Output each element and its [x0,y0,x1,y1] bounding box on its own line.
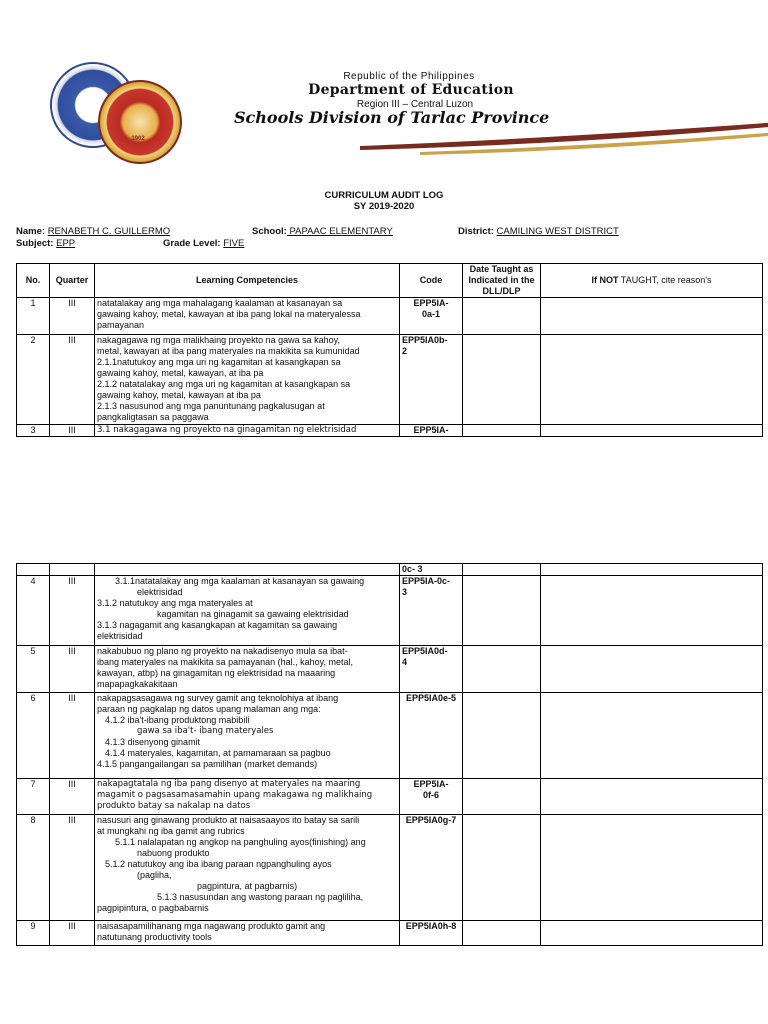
row-competency: nakapagsasagawa ng survey gamit ang teknolohiya at ibang paraan ng pagkalap ng datos upang malaman ang mga: 4.1.2 iba't-ibang produktong mabibili gawa sa iba't- ibang materyales 4.1.3 disenyong ginamit 4.1.4 materyales, kagamitan, at pamamaraan sa pagbuo 4.1.5 pangangailangan sa pamilihan (market demands) [95,693,400,779]
row-competency: 3.1 nakagagawa ng proyekto na ginagamitan ng elektrisidad [95,425,400,437]
row-no: 6 [17,693,50,779]
table-row [17,646,763,693]
row-reason [541,576,763,646]
row-no: 4 [17,576,50,646]
table-row [17,298,763,335]
table-row [17,564,763,576]
row-code: 0c- 3 [400,564,463,576]
header-code: Code [400,264,463,298]
header-date-taught: Date Taught as Indicated in the DLL/DLP [463,264,541,298]
row-quarter: III [50,921,95,946]
header-no: No. [17,264,50,298]
header-competencies: Learning Competencies [95,264,400,298]
row-quarter: III [50,576,95,646]
republic-line: Republic of the Philippines [343,71,475,82]
row-quarter: III [50,646,95,693]
row-reason [541,646,763,693]
row-date-taught [463,425,541,437]
name-field: Name: RENABETH C. GUILLERMO [16,226,171,237]
row-competency: naisasapamilihanang mga nagawang produkto gamit ang natutunang productivity tools [95,921,400,946]
table-header-row [17,264,763,298]
row-no: 3 [17,425,50,437]
row-competency: nakabubuo ng plano ng proyekto na nakadisenyo mula sa ibat- ibang materyales na makikita sa pamayanan (hal., kahoy, metal, kawayan, atbp) na ginagamitan ng elektrisidad na maaaring mapapagkakakitaan [95,646,400,693]
header-not-taught: If NOT TAUGHT, cite reason's [541,264,763,298]
row-code: EPP5IA0d- 4 [400,646,463,693]
row-date-taught [463,646,541,693]
audit-table-1 [16,263,763,437]
row-competency: nasusuri ang ginawang produkto at naisasaayos ito batay sa sarili at mungkahi ng iba gamit ang rubrics 5.1.1 nalalapatan ng angkop na panghuling ayos(finishing) ang nabuong produkto 5.1.2 natutukoy ang iba ibang paraan ngpanghuling ayos (pagliha, pagpintura, at pagbarnis) 5.1.3 nasusundan ang wastong paraan ng pagliliha, pagpipintura, o pagbabarnis [95,815,400,921]
row-competency: nakagagawa ng mga malikhaing proyekto na gawa sa kahoy, metal, kawayan at iba pang materyales na makikita sa kumunidad 2.1.1natutukoy ang mga uri ng kagamitan at kasangkapan sa gawaing kahoy, metal, kawayan, at iba pa 2.1.2 natatalakay ang mga uri ng kagamitan at kasangkapan sa gawaing kahoy, metal, kawayan at iba pa 2.1.3 nasusunod ang mga panuntunang pagkalusugan at pangkaligtasan sa paggawa [95,335,400,425]
row-quarter: III [50,779,95,815]
row-quarter: III [50,815,95,921]
audit-table-2 [16,563,763,946]
letterhead-swoosh [360,118,768,158]
row-code: EPP5IA- 0f-6 [400,779,463,815]
table-row [17,779,763,815]
district-field: District: CAMILING WEST DISTRICT [458,226,619,237]
seal-year: 1902 [131,136,145,142]
school-year: SY 2019-2020 [353,201,415,212]
header-quarter: Quarter [50,264,95,298]
row-code: EPP5IA- 0a-1 [400,298,463,335]
table-row [17,693,763,779]
grade-field: Grade Level: FIVE [163,238,245,249]
table-row [17,576,763,646]
row-no: 9 [17,921,50,946]
row-competency: nakapagtatala ng iba pang disenyo at materyales na maaring magamit o pagsasamasamahin upang makagawa ng malikhaing produkto batay sa nakalap na datos [95,779,400,815]
row-reason [541,425,763,437]
row-quarter: III [50,425,95,437]
row-date-taught [463,815,541,921]
row-competency: natatalakay ang mga mahalagang kaalaman at kasanayan sa gawaing kahoy, metal, kawayan at iba pang lokal na materyalessa pamayanan [95,298,400,335]
row-date-taught [463,298,541,335]
division-seal-icon [98,80,182,164]
row-date-taught [463,693,541,779]
table-row [17,815,763,921]
row-code: EPP5IA0e-5 [400,693,463,779]
row-no: 7 [17,779,50,815]
row-code: EPP5IA0b- 2 [400,335,463,425]
row-reason [541,693,763,779]
row-date-taught [463,921,541,946]
row-date-taught [463,335,541,425]
row-date-taught [463,779,541,815]
department-line: Department of Education [308,82,514,98]
row-reason [541,298,763,335]
row-reason [541,815,763,921]
row-quarter: III [50,693,95,779]
row-reason [541,921,763,946]
row-quarter: III [50,335,95,425]
row-no: 8 [17,815,50,921]
doc-title: CURRICULUM AUDIT LOG [324,190,444,201]
row-code: EPP5IA-0c- 3 [400,576,463,646]
division-line: Schools Division of Tarlac Province [234,108,550,127]
subject-field: Subject: EPP [16,238,76,249]
row-quarter: III [50,298,95,335]
row-no: 2 [17,335,50,425]
row-date-taught [463,576,541,646]
row-code: EPP5IA0h-8 [400,921,463,946]
row-no: 1 [17,298,50,335]
row-code: EPP5IA- [400,425,463,437]
school-field: School: PAPAAC ELEMENTARY [252,226,393,237]
table-row [17,425,763,437]
row-competency: 3.1.1natatalakay ang mga kaalaman at kasanayan sa gawaing elektrisidad 3.1.2 natutukoy ang mga materyales at kagamitan na ginagamit sa gawaing elektrisidad 3.1.3 nagagamit ang kasangkapan at kagamitan sa gawaing elektrisidad [95,576,400,646]
row-code: EPP5IA0g-7 [400,815,463,921]
row-reason [541,335,763,425]
table-row [17,921,763,946]
row-reason [541,779,763,815]
region-line: Region III – Central Luzon [356,99,474,110]
row-no: 5 [17,646,50,693]
table-row [17,335,763,425]
